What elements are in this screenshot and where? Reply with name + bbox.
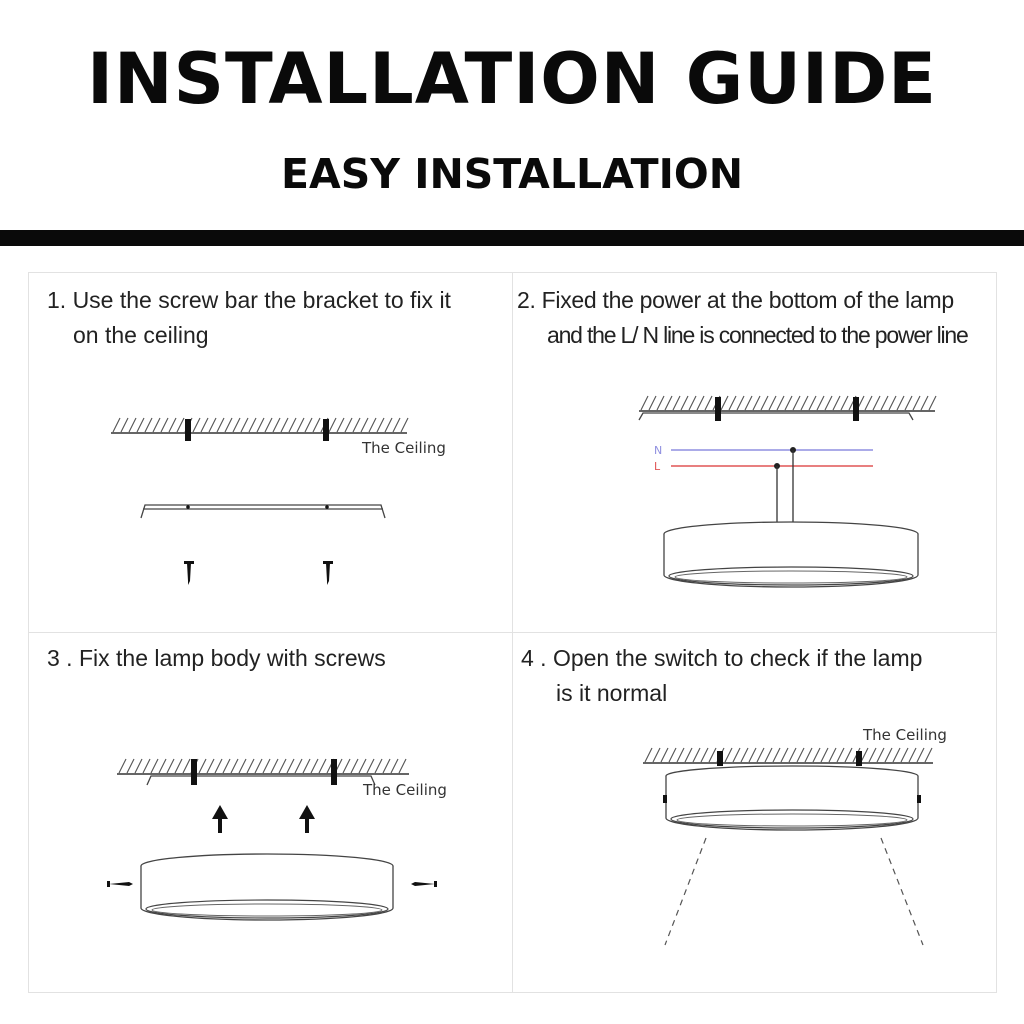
side-screw-left-icon	[107, 881, 133, 887]
ceiling-hatch	[119, 759, 406, 773]
light-beam-left	[665, 838, 706, 945]
lamp-body	[141, 854, 393, 920]
step-1-illustration	[29, 273, 513, 633]
bracket-screw-left	[717, 751, 723, 766]
mounting-bracket	[141, 505, 385, 518]
mounting-bracket	[639, 413, 913, 420]
step-2-line-2: and the L/ N line is connected to the power line	[547, 322, 968, 348]
screw-icon	[323, 561, 333, 585]
step-2-panel	[513, 273, 996, 633]
l-wire-label: L	[654, 460, 661, 473]
ceiling-hatch	[645, 748, 932, 762]
bracket-screw-left	[185, 419, 191, 441]
up-arrow-icon	[212, 805, 228, 833]
n-wire-label: N	[654, 444, 663, 457]
step-4-illustration	[513, 633, 996, 992]
step-4-line-1: 4 . Open the switch to check if the lamp	[521, 645, 923, 671]
step-4-panel	[513, 633, 996, 992]
page-title: INSTALLATION GUIDE	[86, 38, 937, 120]
screw-icon	[184, 561, 194, 585]
ceiling-hatch	[641, 396, 936, 410]
step-2-illustration	[513, 273, 996, 633]
up-arrow-icon	[299, 805, 315, 833]
lamp-body	[663, 766, 921, 830]
ceiling-label: The Ceiling	[363, 781, 447, 799]
step-2-line-1: 2. Fixed the power at the bottom of the lamp	[517, 287, 954, 313]
bracket-screw-right	[323, 419, 329, 441]
bracket-screw-left	[191, 759, 197, 785]
bracket-screw-right	[853, 397, 859, 421]
ceiling-label: The Ceiling	[863, 726, 947, 744]
steps-grid	[28, 272, 997, 993]
lamp-body	[664, 522, 918, 587]
step-3-panel	[29, 633, 513, 992]
mounting-bracket	[147, 776, 375, 785]
step-1-line-2: on the ceiling	[73, 322, 209, 348]
header-divider	[0, 230, 1024, 246]
step-1-line-1: 1. Use the screw bar the bracket to fix it	[47, 287, 451, 313]
step-1-panel	[29, 273, 513, 633]
bracket-screw-left	[715, 397, 721, 421]
bracket-screw-right	[856, 751, 862, 766]
step-3-illustration	[29, 633, 513, 992]
side-screw-right-icon	[411, 881, 437, 887]
ceiling-hatch	[111, 418, 408, 433]
page-subtitle: EASY INSTALLATION	[280, 150, 744, 198]
step-3-line-1: 3 . Fix the lamp body with screws	[47, 645, 386, 671]
light-beam-right	[881, 838, 923, 945]
step-4-line-2: is it normal	[556, 680, 668, 706]
bracket-screw-right	[331, 759, 337, 785]
ceiling-label: The Ceiling	[362, 439, 446, 457]
